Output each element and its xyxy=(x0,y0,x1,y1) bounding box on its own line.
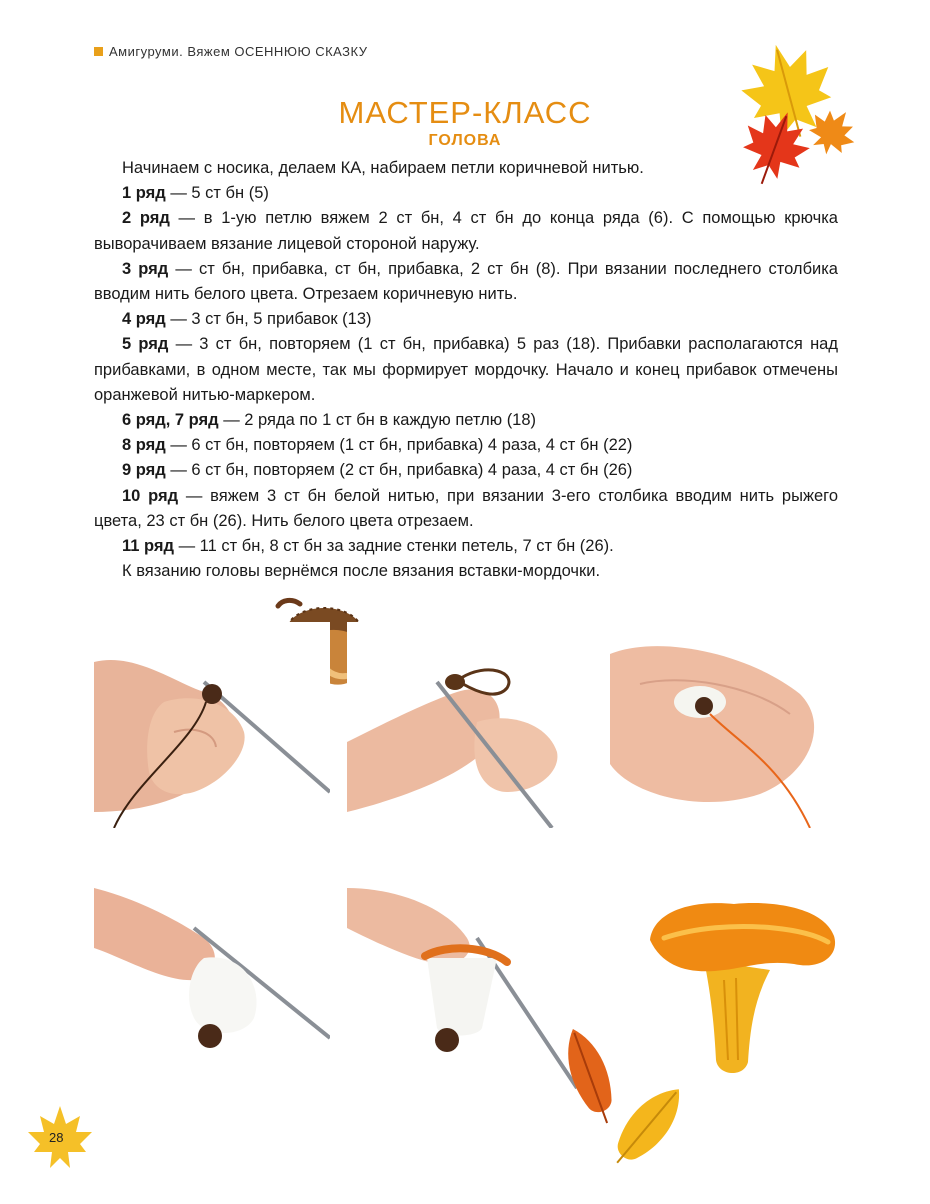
page-number: 28 xyxy=(49,1130,64,1145)
step-photo-4 xyxy=(94,888,330,1102)
running-header xyxy=(94,44,368,59)
paragraph: 3 ряд — ст бн, прибавка, ст бн, прибавка, 2 ст бн (8). При вязании последнего столбика вводим нить белого цвета. Отрезаем коричневую нить. xyxy=(94,259,838,304)
instructions-text xyxy=(94,156,838,584)
paragraph: 6 ряд, 7 ряд — 2 ряда по 1 ст бн в каждую петлю (18) xyxy=(122,411,537,430)
autumn-leaves-illustration xyxy=(548,1016,718,1186)
paragraph: 4 ряд — 3 ст бн, 5 прибавок (13) xyxy=(122,310,372,329)
running-title: Амигуруми. Вяжем ОСЕННЮЮ СКАЗКУ xyxy=(109,44,368,59)
step-photo-1 xyxy=(94,622,330,828)
paragraph: Начинаем с носика, делаем КА, набираем петли коричневой нитью. xyxy=(122,159,644,177)
page-title: МАСТЕР-КЛАСС xyxy=(338,94,592,130)
step-photo-3 xyxy=(600,614,836,828)
paragraph: 11 ряд — 11 ст бн, 8 ст бн за задние стенки петель, 7 ст бн (26). xyxy=(122,537,614,556)
paragraph: 10 ряд — вяжем 3 ст бн белой нитью, при вязании 3-его столбика вводим нить рыжего цвета, 23 ст бн (26). Нить белого цвета отрезаем. xyxy=(94,486,838,530)
bullet-square xyxy=(94,47,103,56)
paragraph: 9 ряд — 6 ст бн, повторяем (2 ст бн, прибавка) 4 раза, 4 ст бн (26) xyxy=(122,461,633,480)
paragraph: 5 ряд — 3 ст бн, повторяем (1 ст бн, прибавка) 5 раз (18). Прибавки располагаются над прибавками, в одном месте, так мы формирует мордочку. Начало и конец прибавок отмечены оранжевой нитью-маркером. xyxy=(94,335,838,404)
step-photo-2 xyxy=(347,622,583,828)
section-heading: ГОЛОВА xyxy=(428,132,502,149)
paragraph: К вязанию головы вернёмся после вязания вставки-мордочки. xyxy=(122,562,601,581)
paragraph: 8 ряд — 6 ст бн, повторяем (1 ст бн, прибавка) 4 раза, 4 ст бн (22) xyxy=(122,436,633,455)
paragraph: 1 ряд — 5 ст бн (5) xyxy=(122,184,269,203)
paragraph: 2 ряд — в 1-ую петлю вяжем 2 ст бн, 4 ст бн до конца ряда (6). С помощью крючка выворачиваем вязание лицевой стороной наружу. xyxy=(94,209,838,253)
